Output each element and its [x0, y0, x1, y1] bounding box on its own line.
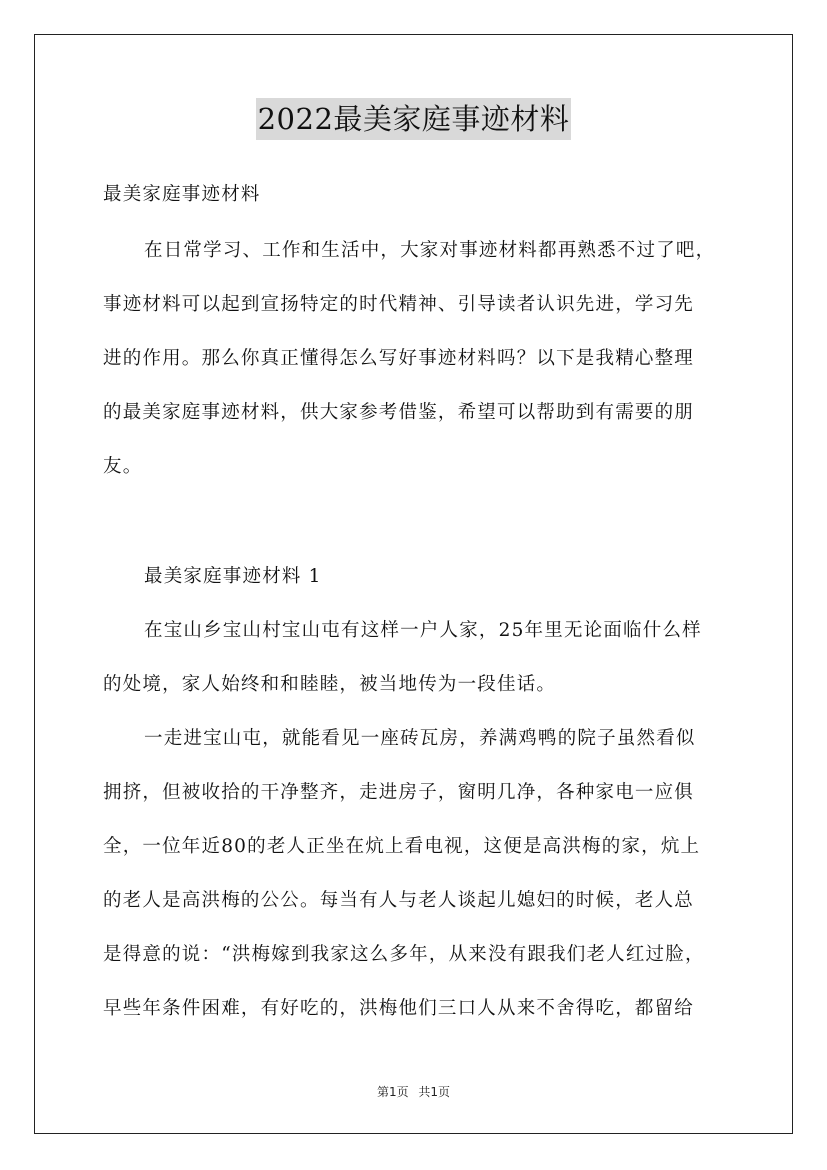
paragraph-line: 拥挤，但被收拾的干净整齐，走进房子，窗明几净，各种家电一应俱 [103, 782, 695, 803]
intro-line: 在日常学习、工作和生活中，大家对事迹材料都再熟悉不过了吧， [144, 240, 716, 261]
intro-line: 的最美家庭事迹材料，供大家参考借鉴，希望可以帮助到有需要的朋 [103, 402, 695, 423]
page-total: 共1页 [418, 1085, 451, 1099]
paragraph-line: 的老人是高洪梅的公公。每当有人与老人谈起儿媳妇的时候，老人总 [103, 890, 695, 911]
paragraph-line: 的处境，家人始终和和睦睦，被当地传为一段佳话。 [103, 674, 557, 695]
intro-line: 事迹材料可以起到宣扬特定的时代精神、引导读者认识先进，学习先 [103, 294, 695, 315]
paragraph-line: 在宝山乡宝山村宝山屯有这样一户人家，25年里无论面临什么样 [144, 620, 702, 641]
document-subtitle: 最美家庭事迹材料 [103, 184, 261, 205]
section-heading: 最美家庭事迹材料 1 [144, 566, 322, 587]
title-container [0, 98, 827, 140]
paragraph-line: 早些年条件困难，有好吃的，洪梅他们三口人从来不舍得吃，都留给 [103, 998, 695, 1019]
page-number: 第1页 [376, 1085, 409, 1099]
page-footer [0, 1083, 827, 1100]
paragraph-line: 是得意的说：“洪梅嫁到我家这么多年，从来没有跟我们老人红过脸， [103, 944, 705, 965]
intro-line: 友。 [103, 456, 143, 477]
paragraph-line: 全，一位年近80的老人正坐在炕上看电视，这便是高洪梅的家，炕上 [103, 836, 701, 857]
paragraph-line: 一走进宝山屯，就能看见一座砖瓦房，养满鸡鸭的院子虽然看似 [144, 728, 696, 749]
document-title: 2022最美家庭事迹材料 [256, 98, 572, 140]
intro-line: 进的作用。那么你真正懂得怎么写好事迹材料吗？以下是我精心整理 [103, 348, 695, 369]
